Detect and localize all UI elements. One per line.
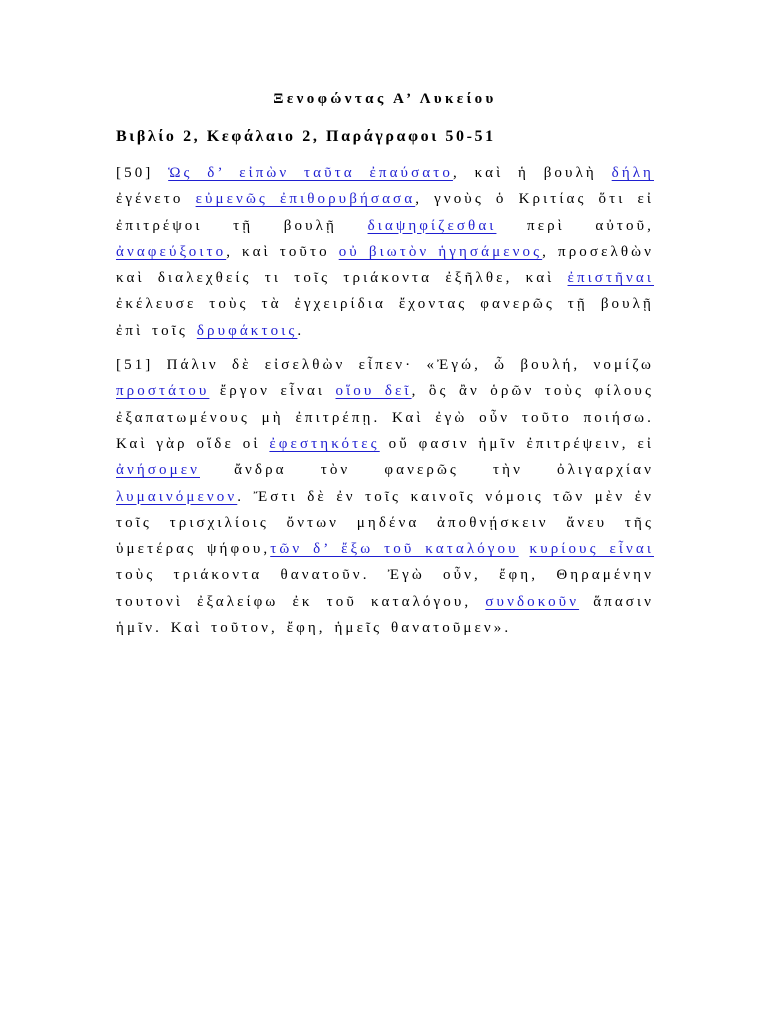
gloss-link[interactable]: τῶν δ’ ἔξω τοῦ καταλόγου	[270, 541, 519, 558]
gloss-link[interactable]: λυμαινόμενον	[116, 488, 238, 505]
paragraph-50	[116, 160, 654, 344]
gloss-link[interactable]: ἐπιστῆναι	[567, 270, 654, 287]
segment: ἐγένετο	[116, 191, 196, 208]
segment: ἄνδρα τὸν φανερῶς τὴν ὀλιγαρχίαν	[200, 462, 654, 479]
gloss-link[interactable]: δήλη	[611, 165, 654, 181]
segment	[519, 541, 530, 557]
gloss-link[interactable]: οἵου δεῖ	[335, 383, 412, 400]
segment: ἐκέλευσε τοὺς τὰ ἐγχειρίδια ἔχοντας φανερῶς τῇ βουλῇ ἐπὶ τοῖς	[116, 296, 654, 339]
segment: , γνοὺς ὁ Κριτίας ὅτι εἰ ἐπιτρέψοι τῇ βουλῇ	[116, 191, 654, 234]
segment: [50]	[116, 165, 169, 181]
segment: . Ἔστι δὲ ἐν τοῖς καινοῖς νόμοις τῶν μὲν ἐν τοῖς τρισχιλίοις ὄντων μηδένα ἀποθνῄσκειν ἄνευ τῆς ὑμετέρας ψήφου,	[116, 488, 654, 558]
segment: τοὺς τριάκοντα θανατοῦν. Ἐγὼ οὖν, ἔφη, Θηραμένην τουτονὶ ἐξαλείφω ἐκ τοῦ καταλόγου,	[116, 567, 654, 610]
gloss-link[interactable]: δρυφάκτοις	[196, 322, 298, 339]
gloss-link[interactable]: ἀνήσομεν	[116, 462, 200, 479]
gloss-link[interactable]: συνδοκοῦν	[485, 593, 580, 610]
segment: , προσελθὼν καὶ διαλεχθείς τι τοῖς τριάκοντα ἐξῆλθε, καὶ	[116, 243, 654, 287]
segment: οὔ φασιν ἡμῖν ἐπιτρέψειν, εἰ	[379, 435, 654, 452]
gloss-link[interactable]: οὐ βιωτὸν ἡγησάμενος	[338, 243, 543, 260]
segment: .	[297, 322, 305, 339]
gloss-link[interactable]: ἐφεστηκότες	[269, 435, 380, 452]
gloss-link[interactable]: προστάτου	[116, 383, 210, 400]
gloss-link[interactable]: Ὡς δ’ εἰπὼν ταῦτα ἐπαύσατο	[168, 165, 453, 181]
document-title: Ξενοφώντας Α’ Λυκείου	[273, 91, 497, 107]
document-subtitle: Βιβλίο 2, Κεφάλαιο 2, Παράγραφοι 50-51	[116, 128, 496, 145]
gloss-link[interactable]: εὐμενῶς ἐπιθορυβήσασα	[195, 191, 416, 208]
segment: ἔργον εἶναι	[209, 383, 336, 400]
paragraph-51	[116, 352, 654, 641]
segment: , καὶ ἡ βουλὴ	[452, 165, 612, 181]
segment: , ὃς ἂν ὁρῶν τοὺς φίλους ἐξαπατωμένους μὴ ἐπιτρέπῃ. Καὶ ἐγὼ οὖν τοῦτο ποιήσω. Καὶ γὰρ οἵδε οἱ	[116, 383, 655, 452]
segment: περὶ αὐτοῦ,	[496, 217, 654, 234]
segment: , καὶ τοῦτο	[226, 243, 339, 260]
gloss-link[interactable]: διαψηφίζεσθαι	[367, 217, 497, 234]
segment: ἅπασιν ἡμῖν. Καὶ τοῦτον, ἔφη, ἡμεῖς θανατοῦμεν».	[116, 593, 654, 637]
gloss-link[interactable]: κυρίους εἶναι	[529, 541, 654, 558]
segment: [51] Πάλιν δὲ εἰσελθὼν εἶπεν· «Ἐγώ, ὦ βουλή, νομίζω	[116, 357, 654, 374]
gloss-link[interactable]: ἀναφεύξοιτο	[116, 243, 227, 260]
